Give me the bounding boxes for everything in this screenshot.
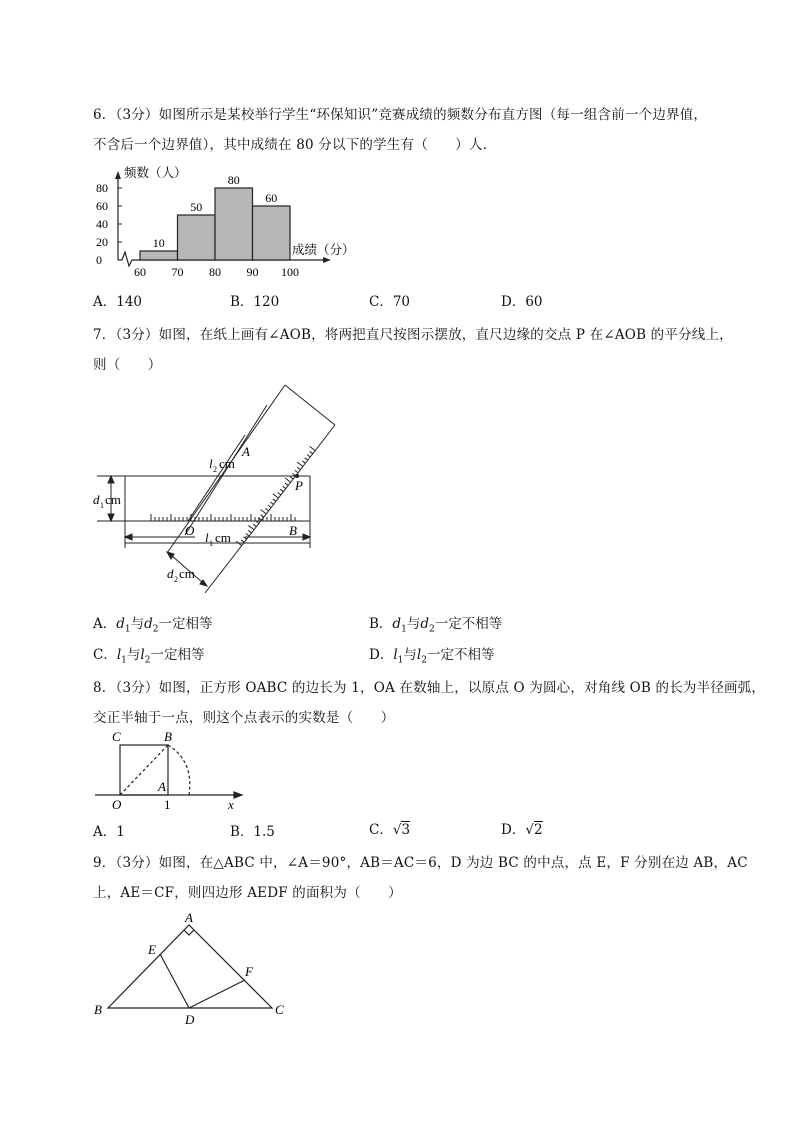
label-l1-sub: 1 <box>209 539 213 548</box>
q7-option-d[interactable]: D．$l_1$与$l_2$一定不相等 <box>369 647 495 666</box>
y-tick-label: 20 <box>96 235 108 249</box>
ruler-tick <box>261 515 264 517</box>
ruler-tick <box>280 489 283 491</box>
q8-option-a[interactable]: A．1 <box>93 824 125 840</box>
label-A: A <box>185 910 193 925</box>
label-l1-var: l <box>205 530 209 545</box>
ruler-tick <box>261 510 267 514</box>
ruler-tick <box>295 470 298 472</box>
q8-square-figure <box>90 727 250 812</box>
x-tick-label: 60 <box>134 265 146 279</box>
ruler-tick <box>310 451 313 453</box>
q8-option-b[interactable]: B．1.5 <box>230 824 275 840</box>
ruler-tick <box>297 467 300 469</box>
label-l2-var: l <box>209 456 213 471</box>
bar <box>215 188 253 260</box>
bar-data-label: 10 <box>152 236 165 250</box>
ruler-tick <box>302 461 305 463</box>
q7-text-line2: 则（ ） <box>93 357 162 373</box>
label-C: C <box>112 729 121 744</box>
label-P: P <box>295 478 303 493</box>
bar-data-label: 50 <box>190 200 203 214</box>
ruler-tick <box>305 458 308 460</box>
q8-text-line1: 8．（3分）如图，正方形 OABC 的边长为 1，OA 在数轴上，以原点 O 为圆心，对角线 OB 的长为半径画弧， <box>93 680 766 696</box>
bar <box>178 215 216 260</box>
ruler-tick <box>248 525 254 529</box>
ruler-tick <box>307 455 310 457</box>
q9-text-line2: 上，AE＝CF，则四边形 AEDF 的面积为（ ） <box>93 885 402 901</box>
q8-option-d[interactable]: D．√2 <box>501 822 543 838</box>
y-tick-label: 80 <box>96 181 108 195</box>
ruler-tick <box>297 462 303 466</box>
ruler-tick <box>310 446 316 450</box>
label-d1-sub: 1 <box>100 501 104 510</box>
ruler-tick <box>278 492 281 494</box>
label-l2-sub: 2 <box>213 465 217 474</box>
ruler-tick <box>246 534 249 536</box>
label-d2-unit: cm <box>179 566 195 581</box>
label-A: A <box>158 779 166 794</box>
label-E: E <box>148 942 156 957</box>
x-axis-label: 成绩（分） <box>292 243 355 257</box>
label-l1-unit: cm <box>215 530 231 545</box>
label-O: O <box>185 523 195 538</box>
y-tick-label: 40 <box>96 217 108 231</box>
label-B: B <box>164 729 172 744</box>
label-C: C <box>275 1002 284 1017</box>
ruler-tick <box>273 499 276 501</box>
ruler-tick <box>285 478 291 482</box>
q7-text-line1: 7．（3分）如图，在纸上画有∠AOB，将两把直尺按图示摆放，直尺边缘的交点 P 在∠AOB 的平分线上， <box>93 327 733 343</box>
label-d2-sub: 2 <box>174 575 178 584</box>
x-axis-arrow <box>323 257 331 263</box>
ruler-tick <box>283 486 286 488</box>
q7-option-a[interactable]: A．$d_1$与$d_2$一定相等 <box>93 616 213 635</box>
label-1: 1 <box>164 797 171 812</box>
q6-option-b[interactable]: B．120 <box>230 294 280 310</box>
label-O: O <box>112 797 122 812</box>
q6-option-c[interactable]: C．70 <box>369 294 411 310</box>
q6-text-line2: 不含后一个边界值），其中成绩在 80 分以下的学生有（ ）人． <box>93 137 497 153</box>
ruler-tick <box>248 530 251 532</box>
x-tick-label: 90 <box>246 265 259 279</box>
q8-option-c[interactable]: C．√3 <box>369 822 411 838</box>
q7-ruler-figure <box>85 375 355 600</box>
bar-data-label: 80 <box>227 173 240 187</box>
q7-option-c[interactable]: C．$l_1$与$l_2$一定相等 <box>93 647 205 666</box>
q6-text-line1: 6．（3分）如图所示是某校举行学生“环保知识”竞赛成绩的频数分布直方图（每一组含前一个边界值， <box>93 107 708 123</box>
y-axis-arrow <box>115 171 121 179</box>
label-F: F <box>245 964 253 979</box>
label-B: B <box>94 1002 102 1017</box>
label-A: A <box>242 444 250 459</box>
ruler-tick <box>253 524 256 526</box>
x-tick-label: 80 <box>209 265 221 279</box>
bar <box>253 206 291 260</box>
label-x: x <box>228 797 234 812</box>
y-tick-label: 0 <box>96 253 102 267</box>
ruler-tick <box>273 494 279 498</box>
bar-data-label: 60 <box>265 191 278 205</box>
q8-text-line2: 交正半轴于一点，则这个点表示的实数是（ ） <box>93 710 395 726</box>
q9-text-line1: 9．（3分）如图，在△ABC 中，∠A＝90°，AB＝AC＝6，D 为边 BC 的中点，点 E，F 分别在边 AB，AC <box>93 855 748 871</box>
ruler-tick <box>270 502 273 504</box>
x-tick-label: 100 <box>281 265 299 279</box>
axis-break <box>122 252 132 266</box>
q7-option-b[interactable]: B．$d_1$与$d_2$一定不相等 <box>369 616 503 635</box>
q6-option-a[interactable]: A．140 <box>93 294 143 310</box>
sqrt-icon: √ <box>392 822 402 838</box>
ruler-tick <box>265 508 268 510</box>
x-tick-label: 70 <box>171 265 184 279</box>
q9-triangle-figure <box>90 908 290 1028</box>
q6-option-d[interactable]: D．60 <box>501 294 543 310</box>
label-l2-unit: cm <box>219 456 235 471</box>
label-D: D <box>185 1012 195 1027</box>
q6-histogram <box>88 162 378 282</box>
y-axis-label: 频数（人） <box>124 166 187 180</box>
bar <box>140 251 178 260</box>
y-tick-label: 60 <box>96 199 108 213</box>
ruler-tick <box>290 477 293 479</box>
ruler-tick <box>285 483 288 485</box>
sqrt-icon: √ <box>525 822 534 838</box>
label-d2-var: d <box>167 566 174 581</box>
ruler-tick <box>241 540 244 542</box>
label-B: B <box>289 523 297 538</box>
label-d1-unit: cm <box>105 492 121 507</box>
ruler-tick <box>268 505 271 507</box>
label-d1-var: d <box>93 492 100 507</box>
